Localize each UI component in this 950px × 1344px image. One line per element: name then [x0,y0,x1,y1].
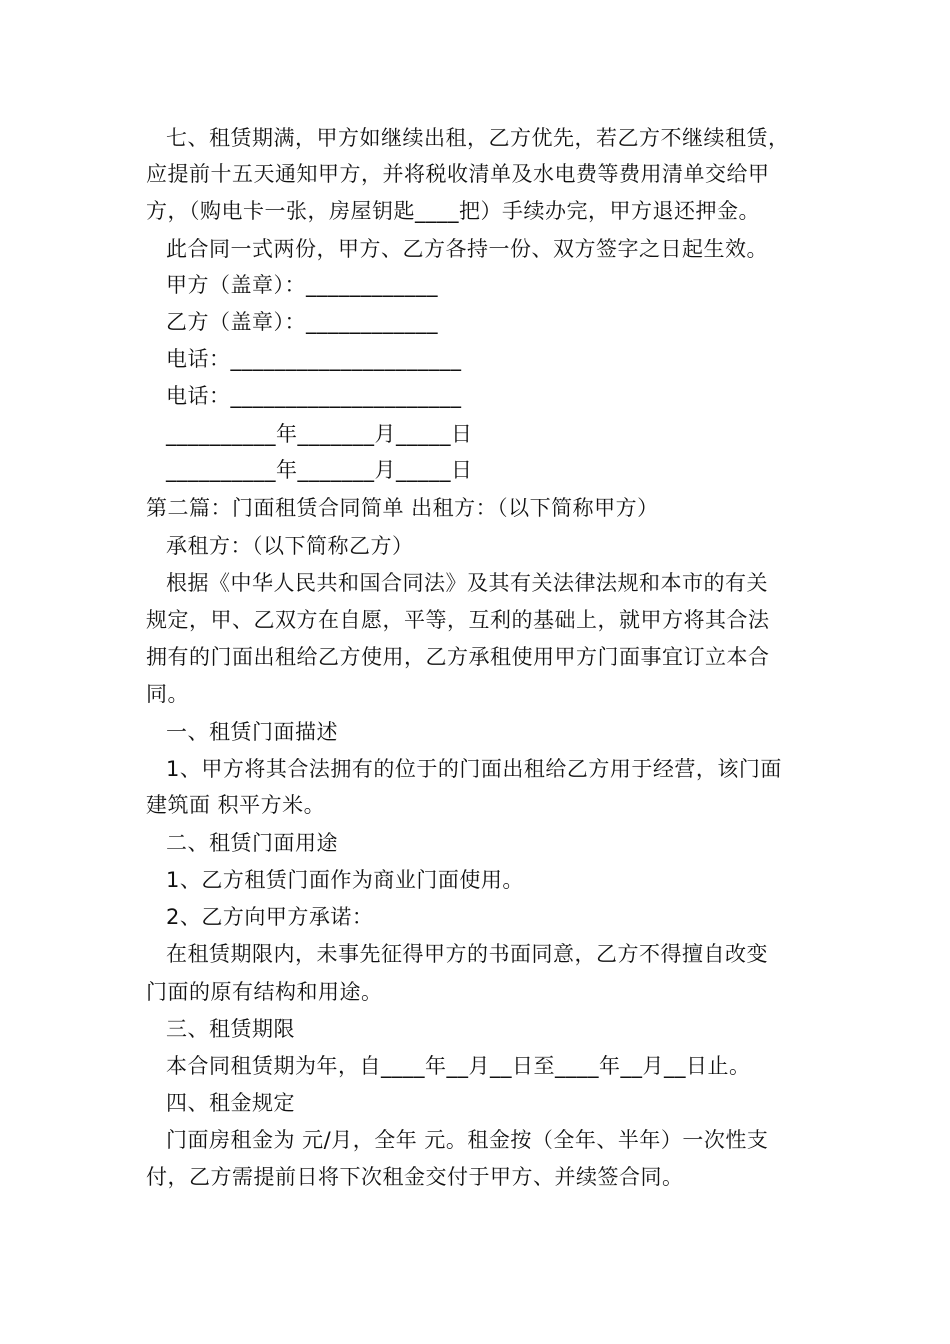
paragraph-line: 门面的原有结构和用途。 [146,980,383,1004]
paragraph-line: 应提前十五天通知甲方，并将税收清单及水电费等费用清单交给甲 [146,162,770,186]
paragraph-line: 方，（购电卡一张，房屋钥匙____把）手续办完，甲方退还押金。 [146,199,760,223]
date-line: __________年_______月_____日 [166,422,473,446]
date-line: __________年_______月_____日 [166,458,473,482]
paragraph-line: 在租赁期限内，未事先征得甲方的书面同意，乙方不得擅自改变 [166,942,768,966]
paragraph-line: 此合同一式两份，甲方、乙方各持一份、双方签字之日起生效。 [166,237,768,261]
paragraph-line: 付，乙方需提前日将下次租金交付于甲方、并续签合同。 [146,1165,684,1189]
phone-line: 电话：_____________________ [166,384,462,408]
paragraph-line: 2、乙方向甲方承诺： [166,905,374,929]
phone-line: 电话：_____________________ [166,347,462,371]
clause-heading: 二、租赁门面用途 [166,831,338,855]
signature-line-party-b: 乙方（盖章）：____________ [166,310,438,334]
paragraph-line: 根据《中华人民共和国合同法》及其有关法律法规和本市的有关 [166,571,768,595]
paragraph-line: 承租方：（以下简称乙方） [166,534,414,558]
paragraph-line: 同。 [146,682,189,706]
section-heading: 第二篇：门面租赁合同简单 出租方：（以下简称甲方） [146,496,659,520]
paragraph-line: 本合同租赁期为年，自____年__月__日至____年__月__日止。 [166,1054,751,1078]
signature-line-party-a: 甲方（盖章）：____________ [166,273,438,297]
paragraph-line: 建筑面 积平方米。 [146,793,326,817]
paragraph-line: 1、甲方将其合法拥有的位于的门面出租给乙方用于经营，该门面 [166,757,782,781]
paragraph-line: 门面房租金为 元/月，全年 元。租金按（全年、半年）一次性支 [166,1128,769,1152]
paragraph-line: 1、乙方租赁门面作为商业门面使用。 [166,868,524,892]
clause-heading: 一、租赁门面描述 [166,720,338,744]
paragraph-line: 规定，甲、乙双方在自愿，平等，互利的基础上，就甲方将其合法 [146,608,770,632]
paragraph-line: 拥有的门面出租给乙方使用，乙方承租使用甲方门面事宜订立本合 [146,645,770,669]
paragraph-line: 七、租赁期满，甲方如继续出租，乙方优先，若乙方不继续租赁， [166,126,790,150]
clause-heading: 三、租赁期限 [166,1017,295,1041]
clause-heading: 四、租金规定 [166,1091,295,1115]
